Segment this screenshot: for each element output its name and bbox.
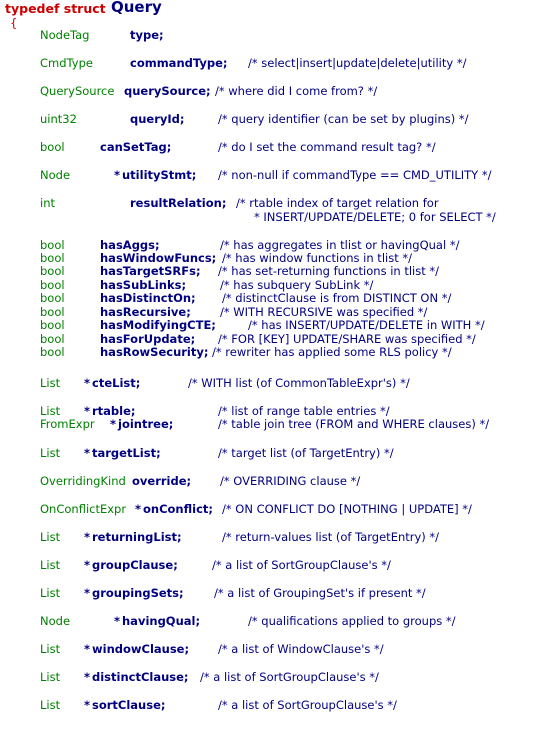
field-comment: /* distinctClause is from DISTINCT ON */ (222, 291, 452, 305)
field-name: targetList; (92, 446, 161, 460)
field-comment: /* return-values list (of TargetEntry) */ (222, 530, 440, 544)
pointer-star: * (135, 502, 142, 516)
pointer-star: * (84, 558, 91, 572)
field-name: resultRelation; (130, 196, 227, 210)
typedef-keyword: typedef struct (5, 1, 106, 16)
field-name: sortClause; (92, 698, 166, 712)
field-type: bool (40, 332, 65, 346)
pointer-star: * (114, 614, 121, 628)
field-name: utilityStmt; (122, 168, 197, 182)
field-type: uint32 (40, 112, 77, 126)
field-comment: /* has window functions in tlist */ (222, 251, 412, 265)
field-comment: /* WITH list (of CommonTableExpr's) */ (188, 376, 410, 390)
field-type: List (40, 376, 61, 390)
field-name: onConflict; (143, 502, 213, 516)
field-name: cteList; (92, 376, 141, 390)
field-name: commandType; (130, 56, 228, 70)
field-comment: /* where did I come from? */ (215, 84, 378, 98)
field-name: override; (132, 474, 192, 488)
field-name: hasWindowFuncs; (100, 251, 217, 265)
field-type: bool (40, 264, 65, 278)
field-comment: /* rtable index of target relation for (236, 196, 439, 210)
pointer-star: * (110, 417, 117, 431)
field-type: List (40, 670, 61, 684)
field-name: hasAggs; (100, 238, 160, 252)
field-comment: /* select|insert|update|delete|utility */ (248, 56, 467, 70)
field-name: hasForUpdate; (100, 332, 196, 346)
field-type: List (40, 446, 61, 460)
field-name: distinctClause; (92, 670, 189, 684)
pointer-star: * (114, 168, 121, 182)
field-name: hasModifyingCTE; (100, 318, 216, 332)
field-name: canSetTag; (100, 140, 172, 154)
field-type: int (40, 196, 55, 210)
field-type: FromExpr (40, 417, 95, 431)
pointer-star: * (84, 642, 91, 656)
field-comment: /* WITH RECURSIVE was specified */ (220, 305, 428, 319)
field-type: List (40, 642, 61, 656)
field-comment: /* do I set the command result tag? */ (218, 140, 436, 154)
pointer-star: * (84, 376, 91, 390)
field-comment: /* ON CONFLICT DO [NOTHING | UPDATE] */ (222, 502, 472, 516)
field-name: rtable; (92, 404, 136, 418)
field-name: type; (130, 28, 164, 42)
field-type: bool (40, 278, 65, 292)
field-name: havingQual; (122, 614, 201, 628)
field-name: returningList; (92, 530, 182, 544)
field-type: Node (40, 614, 71, 628)
field-comment: /* table join tree (FROM and WHERE clauses) */ (218, 417, 490, 431)
field-type: QuerySource (40, 84, 115, 98)
field-comment: /* has subquery SubLink */ (220, 278, 374, 292)
field-comment: /* list of range table entries */ (218, 404, 390, 418)
field-type: List (40, 530, 61, 544)
field-type: bool (40, 305, 65, 319)
field-comment: /* has INSERT/UPDATE/DELETE in WITH */ (248, 318, 485, 332)
field-type: bool (40, 140, 65, 154)
field-comment: /* non-null if commandType == CMD_UTILITY */ (218, 168, 492, 182)
field-comment: /* OVERRIDING clause */ (220, 474, 361, 488)
field-type: Node (40, 168, 71, 182)
field-comment: * INSERT/UPDATE/DELETE; 0 for SELECT */ (254, 210, 496, 224)
pointer-star: * (84, 446, 91, 460)
field-name: queryId; (130, 112, 185, 126)
field-type: NodeTag (40, 28, 90, 42)
field-comment: /* a list of WindowClause's */ (218, 642, 384, 656)
field-comment: /* has aggregates in tlist or havingQual */ (220, 238, 460, 252)
pointer-star: * (84, 698, 91, 712)
field-type: bool (40, 238, 65, 252)
pointer-star: * (84, 404, 91, 418)
field-type: OnConflictExpr (40, 502, 127, 516)
field-type: bool (40, 345, 65, 359)
field-name: hasSubLinks; (100, 278, 187, 292)
field-name: jointree; (118, 417, 174, 431)
field-type: List (40, 558, 61, 572)
field-comment: /* query identifier (can be set by plugins) */ (218, 112, 469, 126)
field-name: hasRecursive; (100, 305, 191, 319)
field-name: windowClause; (92, 642, 190, 656)
pointer-star: * (84, 530, 91, 544)
field-type: bool (40, 318, 65, 332)
field-type: bool (40, 251, 65, 265)
field-type: List (40, 586, 61, 600)
pointer-star: * (84, 586, 91, 600)
field-name: querySource; (124, 84, 211, 98)
open-brace-line (0, 16, 18, 30)
field-name: groupClause; (92, 558, 178, 572)
field-comment: /* rewriter has applied some RLS policy */ (212, 345, 452, 359)
field-name: hasRowSecurity; (100, 345, 209, 359)
field-type: CmdType (40, 56, 93, 70)
field-name: hasDistinctOn; (100, 291, 196, 305)
field-name: groupingSets; (92, 586, 184, 600)
field-comment: /* a list of SortGroupClause's */ (200, 670, 379, 684)
pointer-star: * (84, 670, 91, 684)
field-type: List (40, 404, 61, 418)
field-comment: /* has set-returning functions in tlist */ (218, 264, 440, 278)
field-comment: /* FOR [KEY] UPDATE/SHARE was specified */ (218, 332, 476, 346)
field-type: bool (40, 291, 65, 305)
open-brace: { (10, 16, 18, 30)
field-comment: /* a list of SortGroupClause's */ (218, 698, 397, 712)
field-type: List (40, 698, 61, 712)
field-comment: /* qualifications applied to groups */ (248, 614, 456, 628)
struct-header (0, 0, 162, 16)
struct-name: Query (111, 0, 162, 16)
field-comment: /* target list (of TargetEntry) */ (218, 446, 394, 460)
field-type: OverridingKind (40, 474, 126, 488)
field-comment: /* a list of SortGroupClause's */ (212, 558, 391, 572)
field-name: hasTargetSRFs; (100, 264, 201, 278)
field-comment: /* a list of GroupingSet's if present */ (214, 586, 426, 600)
